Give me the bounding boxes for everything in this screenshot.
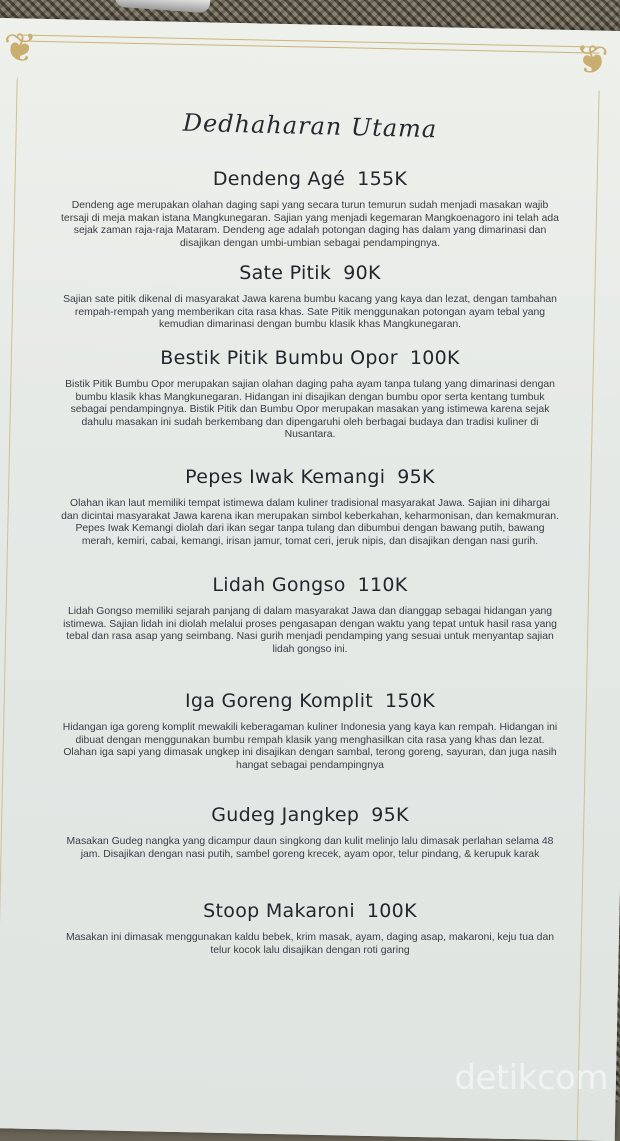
menu-item-description: Bistik Pitik Bumbu Opor merupakan sajian olahan daging paha ayam tanpa tulang yang dimarinasi dengan bumbu klasik khas Mangkunegaran. Hidangan ini disajikan dengan bumbu opor serta kentang tumbuk sebagai pendampingnya. Bistik Pitik dan Bumbu Opor merupakan masakan yang istimewa karena sejak dahulu masakan ini sudah berkembang dan dipengaruhi oleh berbagai budaya dan tradisi kuliner di Nusantara. bbox=[65, 379, 555, 440]
menu-item-iga-goreng-komplit bbox=[0, 690, 620, 772]
menu-item-title bbox=[0, 347, 620, 369]
menu-item-price: 155K bbox=[357, 168, 408, 190]
menu-item-bestik-pitik bbox=[0, 347, 620, 442]
menu-item-description: Masakan Gudeg nangka yang dicampur daun singkong dan kulit melinjo lalu dimasak perlahan selama 48 jam. Disajikan dengan nasi putih, sambel goreng krecek, ayam opor, telur pindang, & kerupuk karak bbox=[66, 836, 554, 860]
menu-item-name: Lidah Gongso bbox=[212, 574, 346, 596]
menu-item-price: 150K bbox=[385, 690, 435, 712]
menu-item-sate-pitik bbox=[0, 262, 620, 332]
menu-item-title bbox=[0, 574, 620, 596]
menu-item-price: 95K bbox=[397, 466, 435, 488]
menu-item-title bbox=[0, 690, 620, 712]
menu-item-title bbox=[0, 466, 620, 488]
menu-item-name: Iga Goreng Komplit bbox=[185, 690, 374, 712]
menu-item-stoop-makaroni bbox=[0, 900, 620, 957]
menu-item-dendeng-age bbox=[0, 168, 620, 250]
menu-item-title bbox=[0, 168, 620, 190]
menu-item-name: Dendeng Agé bbox=[212, 168, 346, 190]
menu-item-name: Bestik Pitik Bumbu Opor bbox=[160, 347, 398, 369]
corner-flourish-icon: ❦ bbox=[2, 25, 38, 72]
menu-item-name: Gudeg Jangkep bbox=[211, 804, 360, 826]
menu-item-name: Stoop Makaroni bbox=[203, 900, 355, 922]
menu-item-price: 95K bbox=[371, 804, 409, 826]
menu-item-title bbox=[0, 900, 620, 922]
menu-item-description: Sajian sate pitik dikenal di masyarakat Jawa karena bumbu kacang yang kaya dan lezat, dengan tambahan rempah-rempah yang memberikan cita rasa khas. Sate Pitik menggunakan potongan ayam tebal yang kemudian dimarinasi dengan bumbu klasik khas Mangkunegaran. bbox=[63, 294, 557, 330]
menu-item-price: 110K bbox=[357, 574, 408, 596]
menu-item-description: Masakan ini dimasak menggunakan kaldu bebek, krim masak, ayam, daging asap, makaroni, keju tua dan telur kocok lalu disajikan dengan roti garing bbox=[65, 932, 555, 956]
menu-item-title bbox=[0, 804, 620, 826]
menu-heading: Dedhaharan Utama bbox=[182, 108, 438, 144]
menu-item-name: Pepes Iwak Kemangi bbox=[185, 466, 386, 488]
menu-item-price: 90K bbox=[343, 262, 381, 284]
menu-item-name: Sate Pitik bbox=[239, 262, 332, 284]
detikcom-watermark: detikcom bbox=[454, 1058, 608, 1098]
corner-flourish-icon: ❦ bbox=[575, 37, 610, 84]
menu-item-pepes-iwak-kemangi bbox=[0, 466, 620, 548]
menu-item-title bbox=[0, 262, 620, 284]
menu-item-description: Olahan ikan laut memiliki tempat istimewa dalam kuliner tradisional masyarakat Jawa. Sajian ini dihargai dan dicintai masyarakat Jawa karena ikan merupakan simbol keberkahan, keharmonisan, dan kemakmuran. Pepes Iwak Kemangi diolah dari ikan segar tanpa tulang dan dibumbui dengan bawang putih, bawang merah, kemiri, cabai, kemangi, irisan jamur, tomat ceri, jeruk nipis, dan disajikan dengan nasi gurih. bbox=[61, 498, 559, 547]
menu-item-price: 100K bbox=[409, 347, 460, 369]
menu-item-description: Dendeng age merupakan olahan daging sapi yang secara turun temurun sudah menjadi masakan wajib tersaji di meja makan istana Mangkunegaran. Sajian yang menjadi kegemaran Mangkoenagoro ini telah ada sejak zaman raja-raja Mataram. Dendeng age adalah potongan daging has dalam yang dimarinasi dan disajikan dengan umbi-umbian sebagai pendampingnya. bbox=[61, 200, 559, 249]
menu-item-lidah-gongso bbox=[0, 574, 620, 656]
menu-item-description: Lidah Gongso memiliki sejarah panjang di dalam masyarakat Jawa dan dianggap sebagai hidangan yang istimewa. Sajian lidah ini diolah melalui proses pengasapan dengan waktu yang tepat untuk hasil rasa yang tebal dan rasa asap yang seimbang. Nasi gurih menjadi pendamping yang sesuai untuk menyantap sajian lidah gongso ini. bbox=[63, 606, 557, 655]
menu-item-description: Hidangan iga goreng komplit mewakili keberagaman kuliner Indonesia yang kaya kan rempah. Hidangan ini dibuat dengan menggunakan bumbu rempah klasik yang menghasilkan cita rasa yang khas dan lezat. Olahan iga sapi yang dimasak ungkep ini disajikan dengan sambal, terong goreng, sayuran, dan juga nasih hangat sebagai pendampingnya bbox=[62, 722, 558, 771]
menu-item-gudeg-jangkep bbox=[0, 804, 620, 861]
menu-item-price: 100K bbox=[366, 900, 417, 922]
